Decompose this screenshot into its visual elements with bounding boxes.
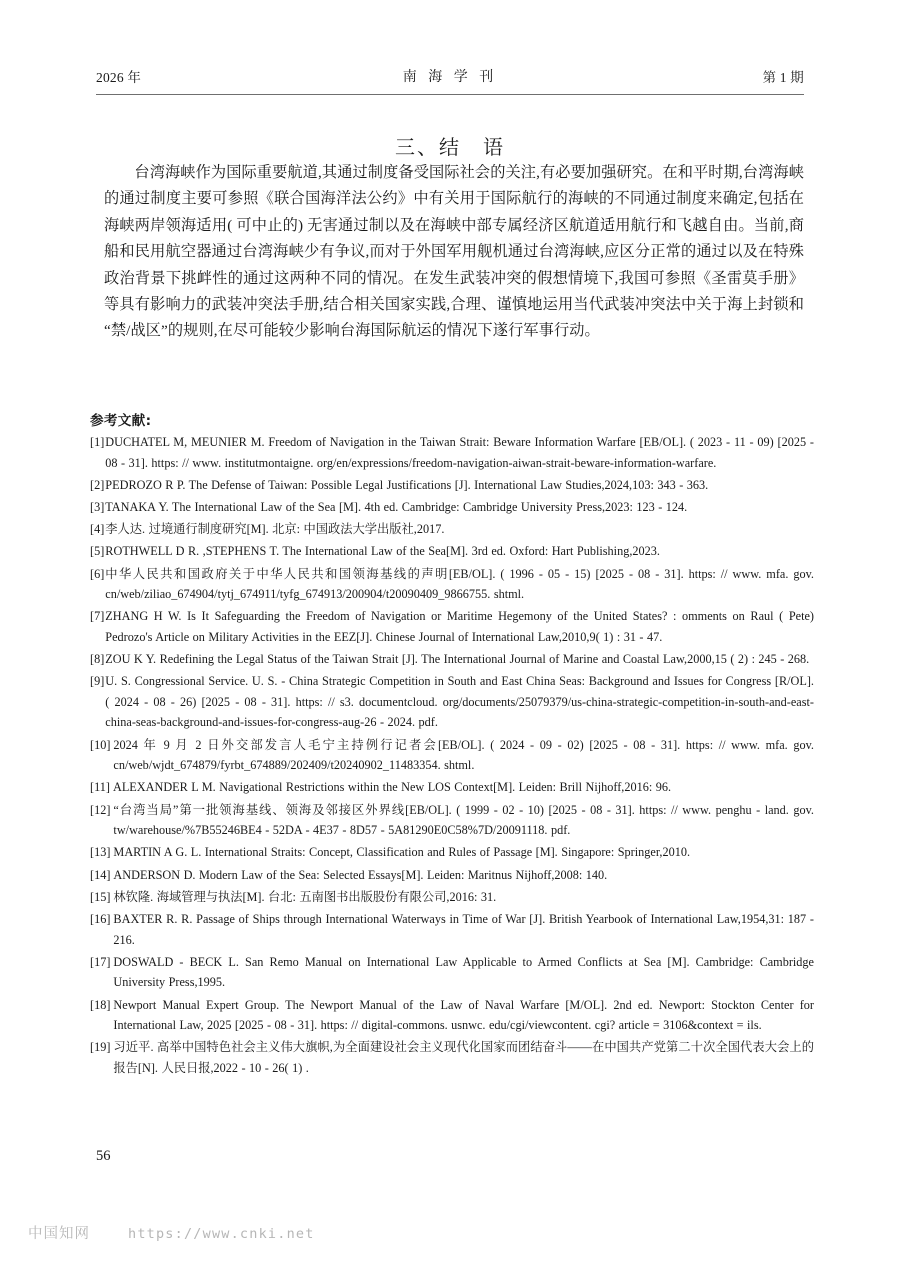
reference-number: [17] xyxy=(90,954,111,969)
reference-text: ZHANG H W. Is It Safeguarding the Freedom of Navigation or Maritime Hegemony of the United States? : omments on Raul ( Pete) Pedrozo's Article on Military Activities in the EEZ[J]. Chinese Journal of International Law,2010,9( 1) : 31 - 47. xyxy=(105,609,814,644)
reference-item xyxy=(90,887,814,908)
reference-number: [3] xyxy=(90,499,105,514)
reference-text: U. S. Congressional Service. U. S. - China Strategic Competition in South and East China Seas: Background and Issues for Congress [R/OL]. ( 2024 - 08 - 26) [2025 - 08 - 31]. https: // s3. documentcloud. org/documents/25079379/us-china-strategic-competition-in-south-and-east-china-seas-background-and-issues-for-congress-aug-26 - 2024. pdf. xyxy=(105,674,814,730)
reference-text: MARTIN A G. L. International Straits: Concept, Classification and Rules of Passage [M]. Singapore: Springer,2010. xyxy=(113,845,691,860)
section-heading: 三、结 语 xyxy=(395,136,505,159)
reference-number: [13] xyxy=(90,845,111,860)
reference-text: 中华人民共和国政府关于中华人民共和国领海基线的声明[EB/OL]. ( 1996 - 05 - 15) [2025 - 08 - 31]. https: // www. mfa. gov. cn/web/ziliao_674904/tytj_674911/tyfg_674913/200904/t20090409_9866755. shtml. xyxy=(105,566,814,602)
reference-number: [19] xyxy=(90,1040,111,1055)
running-head xyxy=(96,66,804,92)
reference-item xyxy=(90,800,814,841)
reference-number: [5] xyxy=(90,544,105,559)
page-number: 56 xyxy=(96,1148,111,1164)
body-text-block xyxy=(104,160,804,345)
reference-number: [7] xyxy=(90,609,105,624)
reference-text: 习近平. 高举中国特色社会主义伟大旗帜,为全面建设社会主义现代化国家而团结奋斗——在中国共产党第二十次全国代表大会上的报告[N]. 人民日报,2022 - 10 - 26( 1) . xyxy=(113,1040,814,1075)
reference-text: ANDERSON D. Modern Law of the Sea: Selected Essays[M]. Leiden: Maritnus Nijhoff,2008: 140. xyxy=(113,867,608,882)
reference-number: [10] xyxy=(90,737,111,752)
running-head-year: 2026 年 xyxy=(96,70,142,85)
reference-item xyxy=(90,952,814,993)
cnki-brand-text: 中国知网 xyxy=(28,1226,90,1242)
reference-item xyxy=(90,735,814,776)
reference-text: ROTHWELL D R. ,STEPHENS T. The International Law of the Sea[M]. 3rd ed. Oxford: Hart Publishing,2023. xyxy=(105,544,660,559)
reference-text: DUCHATEL M, MEUNIER M. Freedom of Navigation in the Taiwan Strait: Beware Information Warfare [EB/OL]. ( 2023 - 11 - 09) [2025 - 08 - 31]. https: // www. institutmontaigne. org/en/expressions/freedom-navigation-aiwan-strait-beware-information-warfare. xyxy=(105,435,814,470)
reference-number: [15] xyxy=(90,889,111,904)
reference-text: TANAKA Y. The International Law of the Sea [M]. 4th ed. Cambridge: Cambridge University Press,2023: 123 - 124. xyxy=(105,499,688,514)
reference-text: BAXTER R. R. Passage of Ships through International Waterways in Time of War [J]. British Yearbook of International Law,1954,31: 187 - 216. xyxy=(113,911,814,947)
reference-number: [2] xyxy=(90,477,105,492)
cnki-url-text: https://www.cnki.net xyxy=(128,1226,315,1242)
reference-item xyxy=(90,564,814,605)
reference-item xyxy=(90,1037,814,1078)
reference-number: [1] xyxy=(90,435,105,449)
reference-text: ALEXANDER L M. Navigational Restrictions within the New LOS Context[M]. Leiden: Brill Nijhoff,2016: 96. xyxy=(112,780,672,795)
reference-item xyxy=(90,909,814,950)
reference-number: [9] xyxy=(90,674,105,689)
reference-text: PEDROZO R P. The Defense of Taiwan: Possible Legal Justifications [J]. International Law Studies,2024,103: 343 - 363. xyxy=(105,477,709,492)
reference-item xyxy=(90,777,814,798)
reference-number: [8] xyxy=(90,652,105,667)
reference-item xyxy=(90,475,814,496)
reference-number: [6] xyxy=(90,566,105,581)
running-head-issue: 第 1 期 xyxy=(762,70,804,85)
reference-text: 2024 年 9 月 2 日外交部发言人毛宁主持例行记者会[EB/OL]. ( 2024 - 09 - 02) [2025 - 08 - 31]. https: // www. mfa. gov. cn/web/wjdt_674879/fyrbt_674889/202409/t20240902_11483354. shtml. xyxy=(113,737,814,773)
reference-number: [12] xyxy=(90,802,111,817)
reference-item xyxy=(90,497,814,518)
reference-item xyxy=(90,519,814,540)
reference-number: [11] xyxy=(90,780,110,795)
reference-item xyxy=(90,541,814,562)
reference-text: Newport Manual Expert Group. The Newport Manual of the Law of Naval Warfare [M/OL]. 2nd ed. Newport: Stockton Center for International Law, 2025 [2025 - 08 - 31]. https: // digital-commons. usnwc. edu/cgi/viewcontent. cgi? article = 3106&context = ils. xyxy=(113,997,814,1033)
reference-item xyxy=(90,995,814,1036)
reference-number: [18] xyxy=(90,997,111,1012)
references-heading: 参考文献: xyxy=(90,413,152,429)
reference-number: [14] xyxy=(90,867,111,882)
reference-item xyxy=(90,606,814,647)
reference-text: 李人达. 过境通行制度研究[M]. 北京: 中国政法大学出版社,2017. xyxy=(105,522,445,537)
reference-number: [16] xyxy=(90,911,111,926)
reference-item xyxy=(90,865,814,886)
conclusion-paragraph: 台湾海峡作为国际重要航道,其通过制度备受国际社会的关注,有必要加强研究。在和平时期,台湾海峡的通过制度主要可参照《联合国海洋法公约》中有关用于国际航行的海峡的不同通过制度来确定,包括在海峡两岸领海适用( 可中止的) 无害通过制以及在海峡中部专属经济区航道适用航行和飞越自由。当前,商船和民用航空器通过台湾海峡少有争议,而对于外国军用舰机通过台湾海峡,应区分正常的通过以及在特殊政治背景下挑衅性的通过这两种不同的情况。在发生武装冲突的假想情境下,我国可参照《圣雷莫手册》等具有影响力的武装冲突法手册,结合相关国家实践,合理、谨慎地运用当代武装冲突法中关于海上封锁和 “禁/战区”的规则,在尽可能较少影响台海国际航运的情况下遂行军事行动。 xyxy=(104,164,804,340)
references-list xyxy=(90,432,814,1080)
reference-number: [4] xyxy=(90,522,105,537)
reference-item xyxy=(90,842,814,863)
cnki-watermark xyxy=(28,1222,315,1243)
reference-item xyxy=(90,649,814,670)
header-divider xyxy=(96,94,804,95)
reference-item xyxy=(90,432,814,473)
reference-text: “台湾当局”第一批领海基线、领海及邻接区外界线[EB/OL]. ( 1999 - 02 - 10) [2025 - 08 - 31]. https: // www. penghu - land. gov. tw/warehouse/%7B55246BE4 - 52DA - 4E37 - 8D57 - 5A81290E0C58%7D/20091118. pdf. xyxy=(113,802,814,838)
reference-item xyxy=(90,671,814,733)
reference-text: DOSWALD - BECK L. San Remo Manual on International Law Applicable to Armed Conflicts at Sea [M]. Cambridge: Cambridge University Press,1995. xyxy=(113,954,814,990)
running-head-journal-title: 南 海 学 刊 xyxy=(402,70,498,85)
reference-text: 林钦隆. 海域管理与执法[M]. 台北: 五南图书出版股份有限公司,2016: 31. xyxy=(113,889,497,904)
reference-text: ZOU K Y. Redefining the Legal Status of the Taiwan Strait [J]. The International Journal of Marine and Coastal Law,2000,15 ( 2) : 245 - 268. xyxy=(105,652,810,667)
